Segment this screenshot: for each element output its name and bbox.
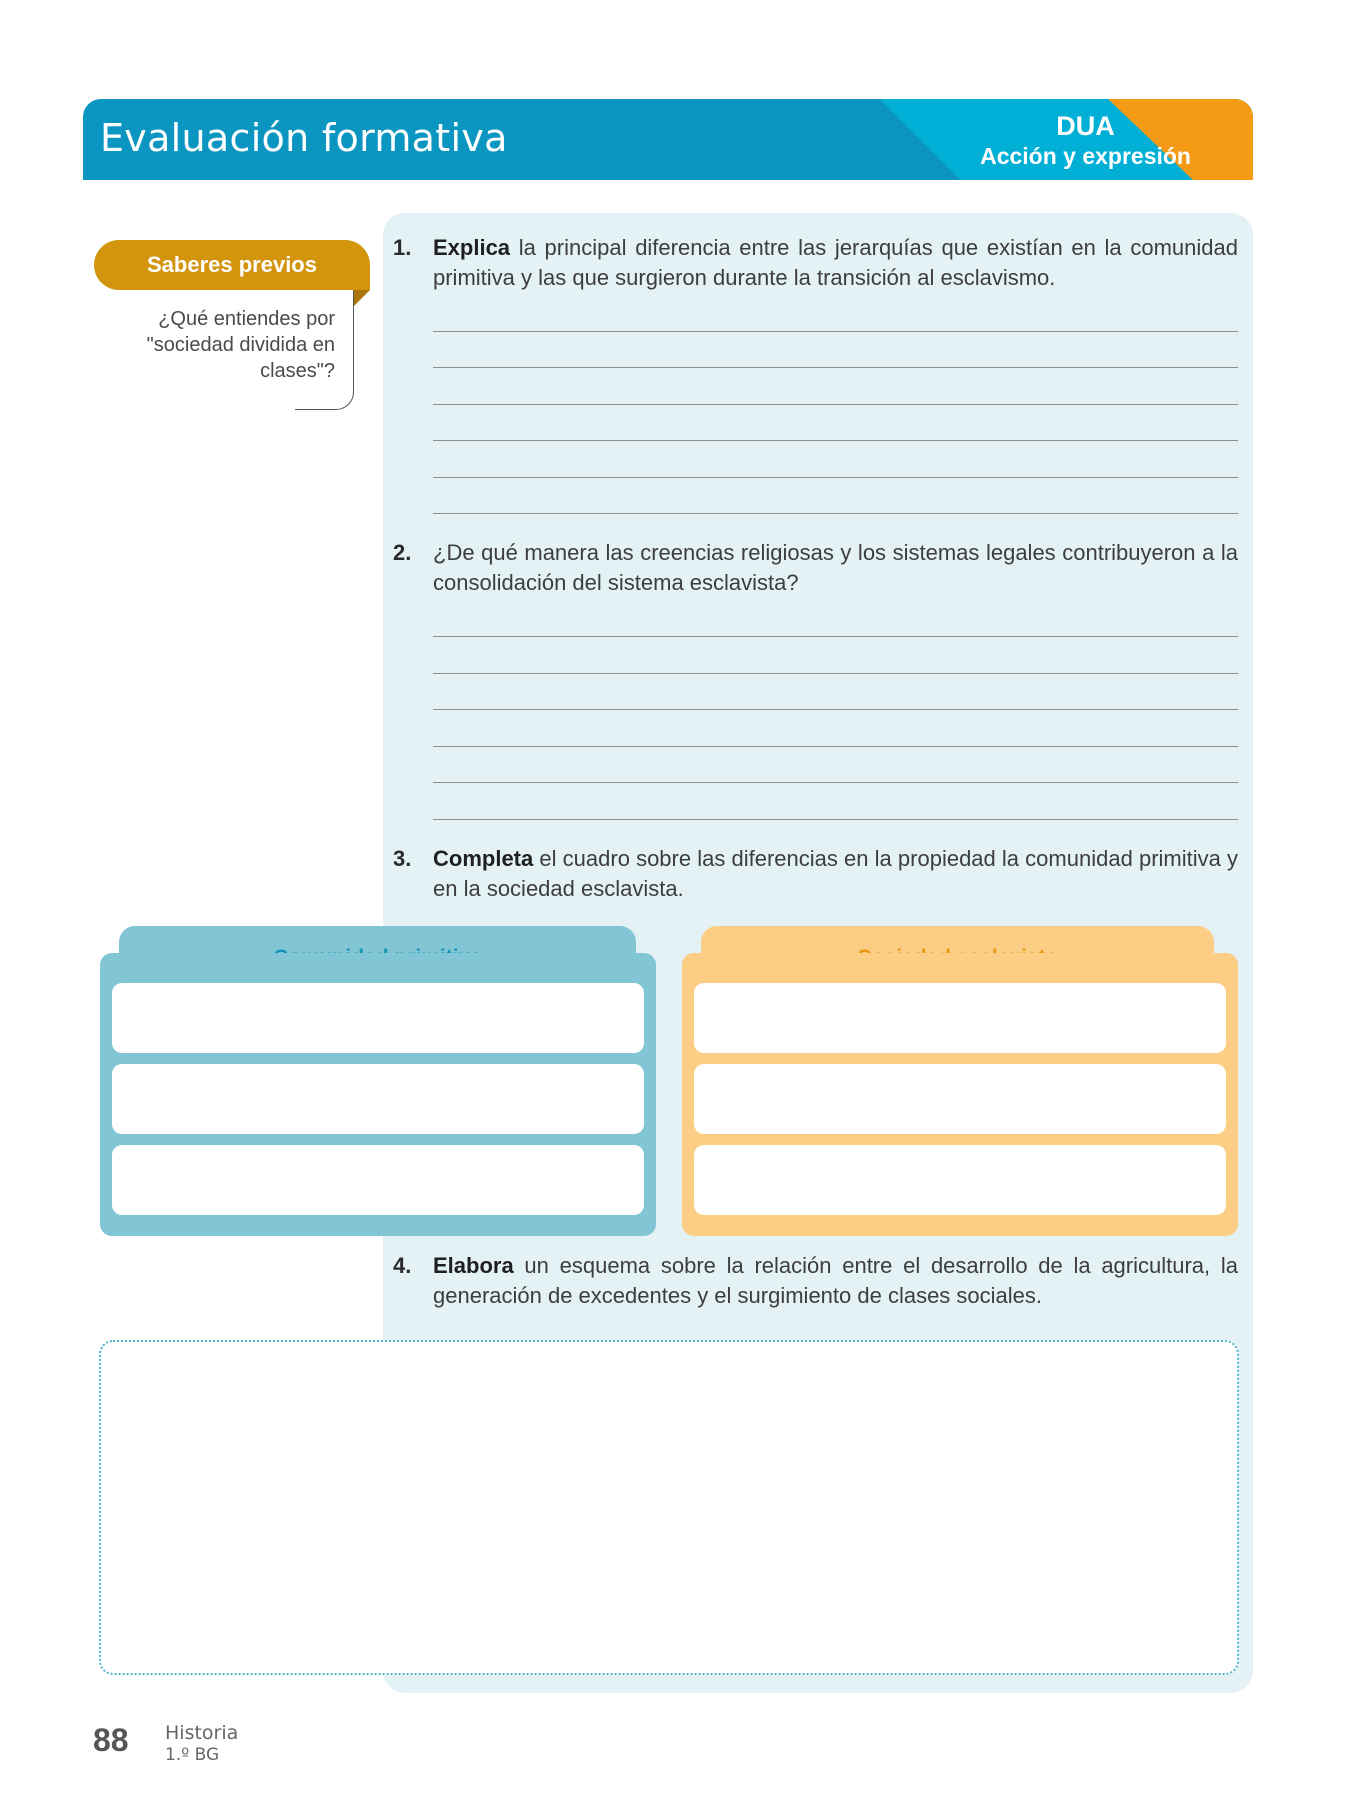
dua-title: DUA bbox=[1056, 111, 1115, 141]
answer-line[interactable] bbox=[433, 746, 1238, 747]
saberes-fold bbox=[354, 290, 370, 306]
page-title: Evaluación formativa bbox=[100, 116, 508, 160]
question-2 bbox=[393, 538, 1238, 598]
page-number: 88 bbox=[93, 1722, 129, 1758]
answer-line[interactable] bbox=[433, 782, 1238, 783]
table-left-cell[interactable] bbox=[112, 1064, 644, 1134]
question-text: la principal diferencia entre las jerarquías que existían en la comunidad primitiva y las que surgieron durante la transición al esclavismo. bbox=[433, 235, 1238, 290]
question-number: 4. bbox=[393, 1253, 412, 1278]
dua-label bbox=[980, 111, 1191, 171]
table-left bbox=[100, 953, 656, 1236]
answer-line[interactable] bbox=[433, 636, 1238, 637]
question-text: el cuadro sobre las diferencias en la propiedad la comunidad primitiva y en la sociedad esclavista. bbox=[433, 846, 1238, 901]
question-1 bbox=[393, 233, 1238, 293]
question-text: un esquema sobre la relación entre el desarrollo de la agricultura, la generación de excedentes y el surgimiento de clases sociales. bbox=[433, 1253, 1238, 1308]
saberes-previos-label: Saberes previos bbox=[94, 240, 370, 290]
answer-line[interactable] bbox=[433, 440, 1238, 441]
question-4 bbox=[393, 1251, 1238, 1311]
footer-subject: Historia bbox=[165, 1722, 239, 1744]
answer-line[interactable] bbox=[433, 819, 1238, 820]
table-left-cell[interactable] bbox=[112, 1145, 644, 1215]
table-right-cell[interactable] bbox=[694, 983, 1226, 1053]
question-keyword: Completa bbox=[433, 846, 534, 871]
answer-line[interactable] bbox=[433, 513, 1238, 514]
answer-line[interactable] bbox=[433, 367, 1238, 368]
scheme-drawing-area[interactable] bbox=[99, 1340, 1239, 1675]
table-left-cell[interactable] bbox=[112, 983, 644, 1053]
header-banner bbox=[83, 99, 1253, 180]
question-keyword: Explica bbox=[433, 235, 511, 260]
answer-line[interactable] bbox=[433, 404, 1238, 405]
answer-line[interactable] bbox=[433, 709, 1238, 710]
footer-grade: 1.º BG bbox=[165, 1745, 220, 1765]
question-text: ¿De qué manera las creencias religiosas y los sistemas legales contribuyeron a la consolidación del sistema esclavista? bbox=[433, 540, 1238, 595]
table-right bbox=[682, 953, 1238, 1236]
question-number: 1. bbox=[393, 235, 412, 260]
dua-subtitle: Acción y expresión bbox=[980, 143, 1191, 169]
saberes-previos-box bbox=[140, 290, 354, 410]
saberes-question: ¿Qué entiendes por "sociedad dividida en clases"? bbox=[146, 308, 335, 382]
question-number: 3. bbox=[393, 846, 412, 871]
answer-line[interactable] bbox=[433, 331, 1238, 332]
answer-line[interactable] bbox=[433, 477, 1238, 478]
answer-line[interactable] bbox=[433, 673, 1238, 674]
question-keyword: Elabora bbox=[433, 1253, 514, 1278]
table-right-cell[interactable] bbox=[694, 1145, 1226, 1215]
question-number: 2. bbox=[393, 540, 412, 565]
question-3 bbox=[393, 844, 1238, 904]
table-right-cell[interactable] bbox=[694, 1064, 1226, 1134]
